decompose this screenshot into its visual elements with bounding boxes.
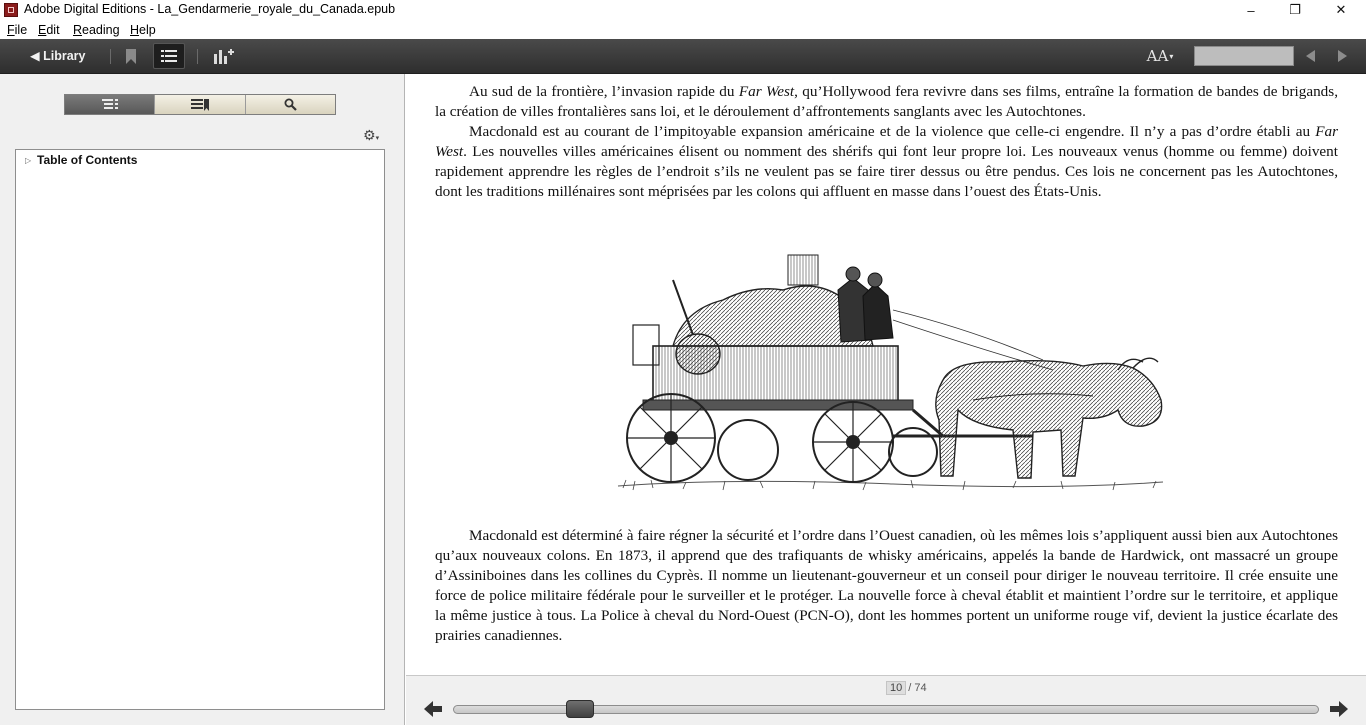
menu-reading[interactable]: Reading [73,23,120,37]
reading-pane [406,74,1366,675]
app-logo-icon [4,3,18,17]
toc-tab[interactable] [65,95,155,114]
bookmarks-tab-icon [191,99,209,111]
font-size-label: AA [1146,47,1169,65]
title-bar [0,0,1366,20]
maximize-button[interactable]: ❐ [1289,2,1301,17]
current-page-input[interactable]: 10 [886,681,906,695]
menu-edit[interactable]: Edit [38,23,60,37]
menu-file[interactable]: File [7,23,28,37]
window-title: Adobe Digital Editions - La_Gendarmerie_royale_du_Canada.epub [24,2,396,16]
toolbar-divider [110,49,111,64]
page-navigation-bar [406,675,1366,725]
menu-help[interactable]: Help [130,23,156,37]
progress-slider-handle[interactable] [566,700,594,718]
previous-arrow-icon[interactable] [1306,50,1315,62]
toc-tree [15,149,385,710]
expand-arrow-icon[interactable]: ▷ [25,156,32,165]
stats-add-icon[interactable] [214,47,234,65]
next-arrow-icon[interactable] [1338,50,1347,62]
total-pages: / 74 [908,682,927,694]
toc-list-icon[interactable] [153,43,185,69]
previous-page-arrow-icon[interactable] [424,701,442,722]
bookmark-icon[interactable] [124,48,138,64]
paragraph-1: Au sud de la frontière, l’invasion rapide du Far West, qu’Hollywood fera revivre dans ses films, entraîne la formation de bandes de brigands, la création de villes frontalières sans loi, et le déroulement d’affrontements sanglants avec les Autochtones. [435,83,1338,120]
gear-icon[interactable]: ⚙▾ [363,127,380,143]
sidebar-tabs [64,94,336,115]
next-page-arrow-icon[interactable] [1330,701,1348,722]
bookmarks-tab[interactable] [155,95,245,114]
paragraph-3: Macdonald est déterminé à faire régner la sécurité et l’ordre dans l’Ouest canadien, où les mêmes lois s’appliquent aussi bien aux Autochtones qu’aux nouveaux colons. En 1873, il apprend que des trafiquants de whisky américains, appelés la bande de Hardwick, ont massacré un groupe d’Assiniboines dans les collines du Cyprès. Il nomme un lieutenant-gouverneur et un conseil pour diriger le nouveau territoire. Il crée ensuite une force de police militaire fédérale pour le surveiller et le protéger. La nouvelle force à cheval établit et maintient l’ordre sur le territoire, et applique la même justice à tous. La Police à cheval du Nord-Ouest (PCN-O), dont les hommes portent un uniforme rouge vif, devient la justice écarlate des prairies canadiennes. [435,527,1338,644]
page-indicator [886,681,927,695]
minimize-button[interactable]: – [1247,2,1255,18]
search-tab[interactable] [246,95,335,114]
wagon-illustration [613,250,1169,496]
menu-bar [0,20,1366,39]
toc-root-item[interactable]: Table of Contents [37,153,138,167]
toolbar [0,39,1366,74]
font-size-icon[interactable]: AA ▾ [1146,47,1174,65]
toc-tab-icon [102,99,118,110]
search-icon [284,98,297,111]
close-button[interactable]: ✕ [1335,2,1347,17]
paragraph-2: Macdonald est au courant de l’impitoyable expansion américaine et de la violence que celle-ci engendre. Il n’y a pas d’ordre établi au Far West. Les nouvelles villes américaines élisent ou nomment des shérifs qui font leur propre loi. Les nouveaux venus (homme ou femme) doivent rapidement apprendre les règles de l’endroit s’ils ne veulent pas se faire tirer dessus ou être pendus. Ces lois ne concernent pas les Autochtones, dont les traditions millénaires sont méprisées par les colons qui affluent en masse dans l’ouest des États-Unis. [435,123,1338,200]
library-button[interactable]: ◀ Library [30,49,86,63]
search-input[interactable] [1194,46,1294,66]
toolbar-divider [197,49,198,64]
sidebar [0,74,405,725]
